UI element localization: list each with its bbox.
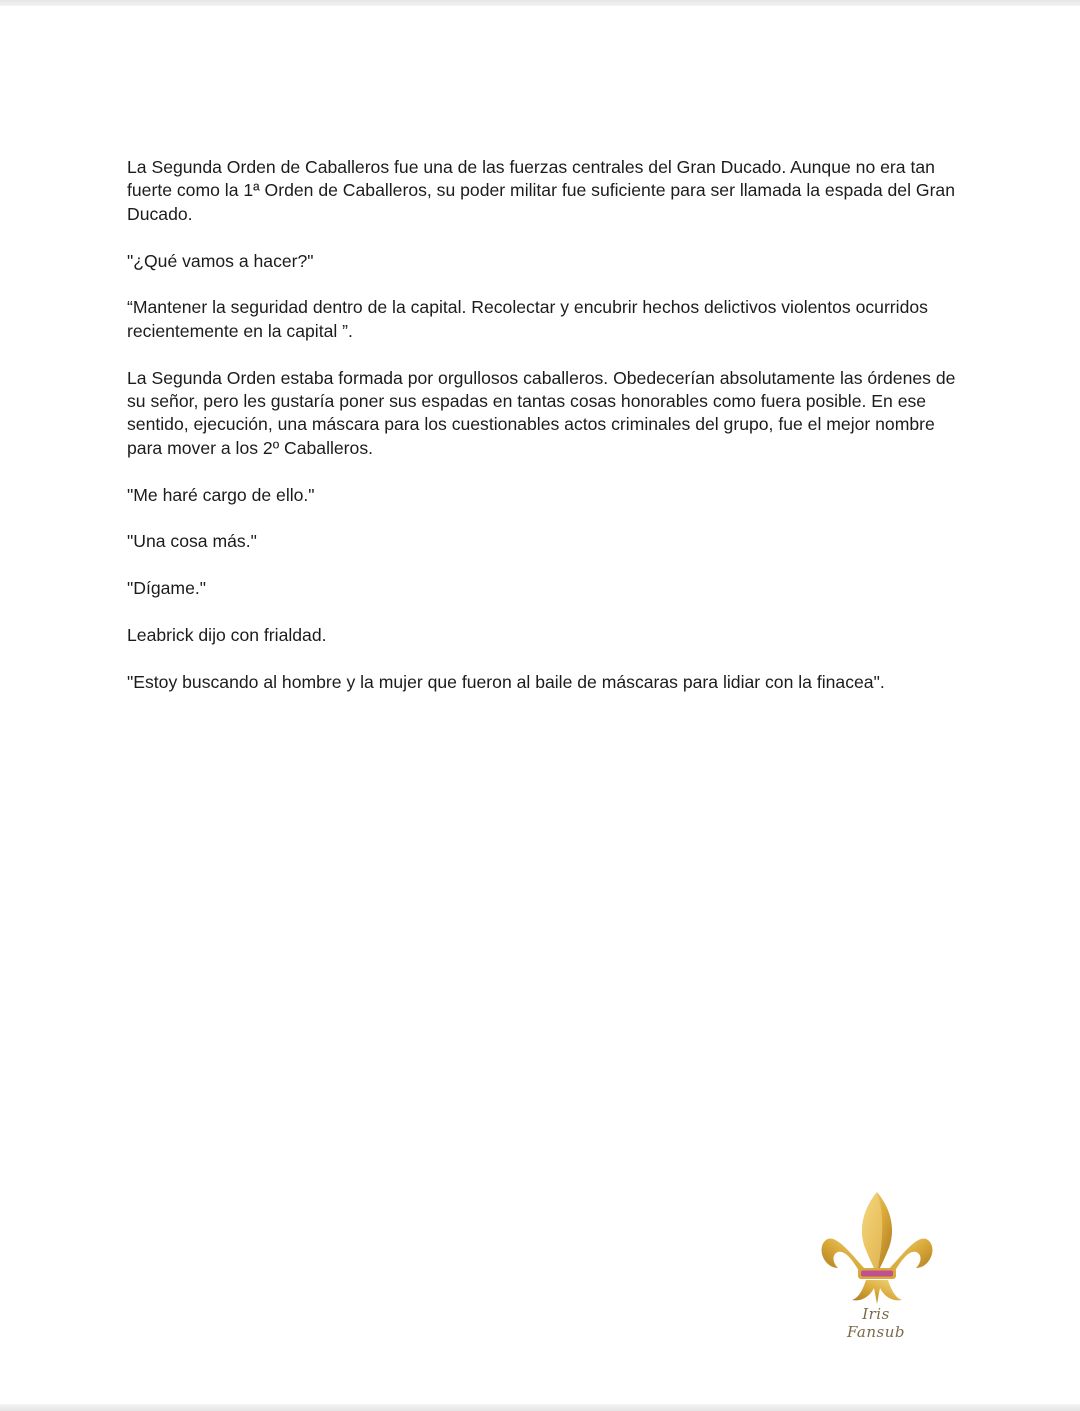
paragraph: Leabrick dijo con frialdad. (127, 625, 327, 646)
document-page (127, 156, 957, 718)
top-edge-shadow (0, 0, 1080, 6)
paragraph: "Una cosa más." (127, 531, 257, 552)
bottom-edge-shadow (0, 1404, 1080, 1411)
paragraph: "Dígame." (127, 578, 206, 599)
paragraph: "¿Qué vamos a hacer?" (127, 250, 314, 271)
paragraph: La Segunda Orden de Caballeros fue una de las fuerzas centrales del Gran Ducado. Aunque no era tan fuerte como la 1ª Orden de Caballeros, su poder militar fue suficiente para ser llamada la espada del Gran Ducado. (127, 157, 955, 224)
paragraph: "Me haré cargo de ello." (127, 484, 315, 505)
paragraph: "Estoy buscando al hombre y la mujer que fueron al baile de máscaras para lidiar con la finacea". (127, 671, 885, 692)
paragraph: La Segunda Orden estaba formada por orgullosos caballeros. Obedecerían absolutamente las órdenes de su señor, pero les gustaría poner sus espadas en tantas cosas honorables como fuera posible. En ese sentido, ejecución, una máscara para los cuestionables actos criminales del grupo, fue el mejor nombre para mover a los 2º Caballeros. (127, 367, 956, 458)
paragraph: “Mantener la seguridad dentro de la capital. Recolectar y encubrir hechos delictivos violentos ocurridos recientemente en la capital ”. (127, 297, 928, 341)
watermark-signature: Iris Fansub (847, 1305, 905, 1341)
